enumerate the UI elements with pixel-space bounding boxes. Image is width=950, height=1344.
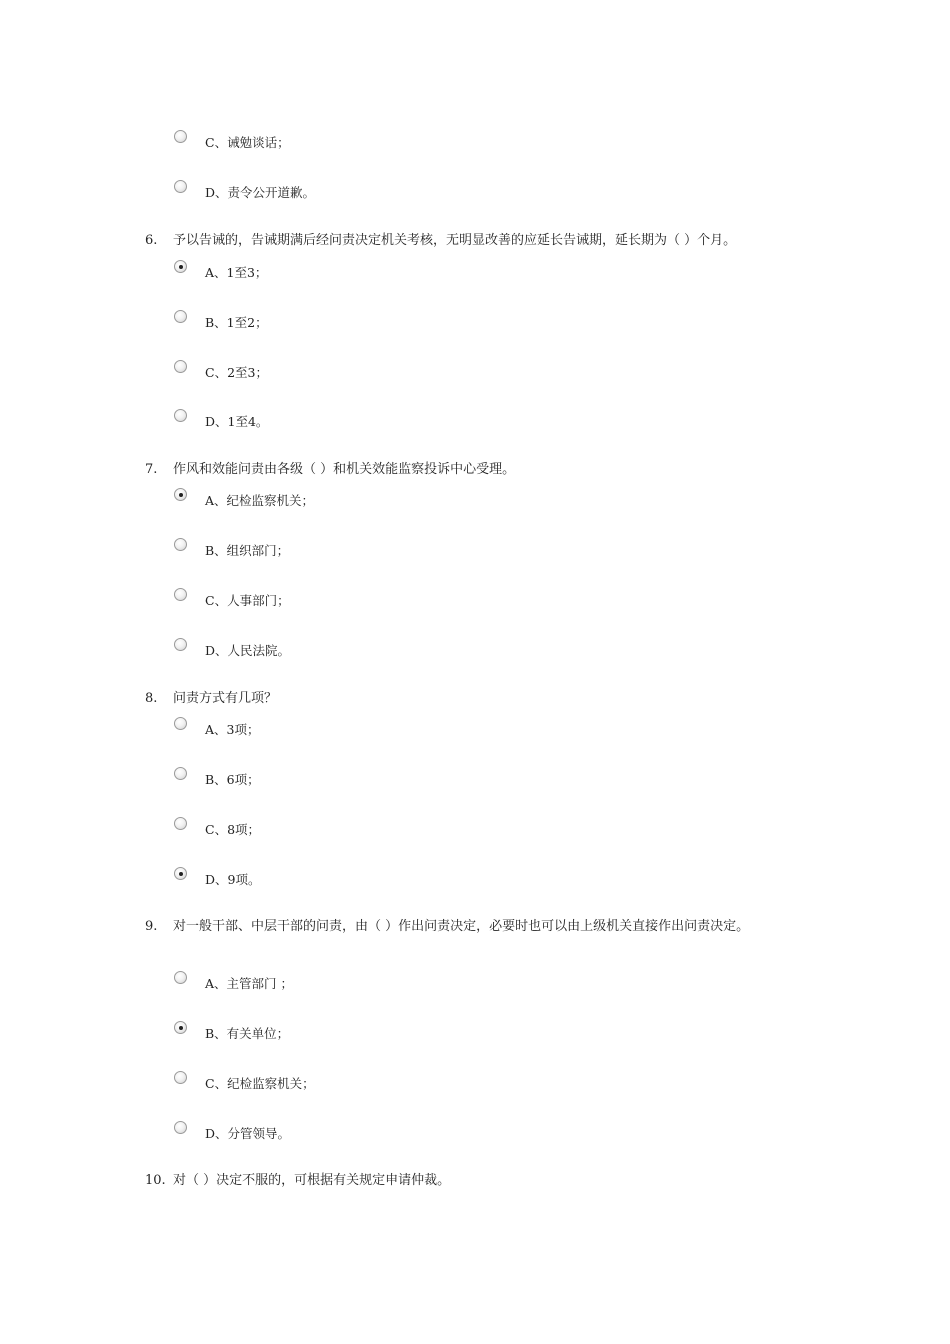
question-9 (145, 916, 805, 938)
question-text: 对（ ）决定不服的，可根据有关规定申请仲裁。 (173, 1173, 451, 1188)
option-label: A、主管部门 ； (205, 976, 294, 991)
radio-button-icon[interactable] (174, 360, 187, 373)
question-text: 予以告诫的，告诫期满后经问责决定机关考核，无明显改善的应延长告诫期，延长期为（ ）个月。 (173, 233, 737, 248)
option-label: D、9项。 (205, 872, 261, 887)
option-label: C、诫勉谈话； (205, 135, 290, 150)
question-text: 作风和效能问责由各级（ ）和机关效能监察投诉中心受理。 (173, 462, 516, 477)
radio-button-icon[interactable] (174, 409, 187, 422)
option-label: C、人事部门； (205, 593, 290, 608)
option-label: C、2至3； (205, 365, 268, 380)
option-label: D、1至4。 (205, 414, 269, 429)
radio-button-checked-icon[interactable] (174, 260, 187, 273)
radio-button-icon[interactable] (174, 767, 187, 780)
radio-button-checked-icon[interactable] (174, 488, 187, 501)
question-6 (145, 230, 805, 252)
question-7 (145, 459, 805, 481)
option-label: B、1至2； (205, 315, 268, 330)
radio-button-icon[interactable] (174, 1121, 187, 1134)
radio-button-icon[interactable] (174, 310, 187, 323)
question-number: 7. (145, 462, 158, 477)
option-label: C、纪检监察机关； (205, 1076, 315, 1091)
radio-button-icon[interactable] (174, 180, 187, 193)
question-text: 问责方式有几项？ (173, 691, 278, 706)
question-number: 8. (145, 691, 158, 706)
question-10 (145, 1170, 805, 1192)
option-label: D、分管领导。 (205, 1126, 291, 1141)
question-8 (145, 688, 805, 710)
question-number: 10. (145, 1173, 166, 1188)
option-label: B、6项； (205, 772, 260, 787)
radio-button-icon[interactable] (174, 588, 187, 601)
option-label: A、1至3； (205, 265, 268, 280)
option-label: C、8项； (205, 822, 261, 837)
radio-button-icon[interactable] (174, 971, 187, 984)
radio-button-checked-icon[interactable] (174, 1021, 187, 1034)
question-text: 对一般干部、中层干部的问责，由（ ）作出问责决定，必要时也可以由上级机关直接作出问责决定。 (173, 919, 750, 934)
question-number: 9. (145, 919, 158, 934)
option-label: D、责令公开道歉。 (205, 185, 316, 200)
radio-button-checked-icon[interactable] (174, 867, 187, 880)
option-label: D、人民法院。 (205, 643, 291, 658)
radio-button-icon[interactable] (174, 638, 187, 651)
option-label: B、组织部门； (205, 543, 290, 558)
radio-button-icon[interactable] (174, 538, 187, 551)
option-label: A、纪检监察机关； (205, 493, 315, 508)
radio-button-icon[interactable] (174, 1071, 187, 1084)
radio-button-icon[interactable] (174, 130, 187, 143)
question-number: 6. (145, 233, 158, 248)
radio-button-icon[interactable] (174, 817, 187, 830)
option-label: B、有关单位； (205, 1026, 290, 1041)
radio-button-icon[interactable] (174, 717, 187, 730)
option-label: A、3项； (205, 722, 260, 737)
